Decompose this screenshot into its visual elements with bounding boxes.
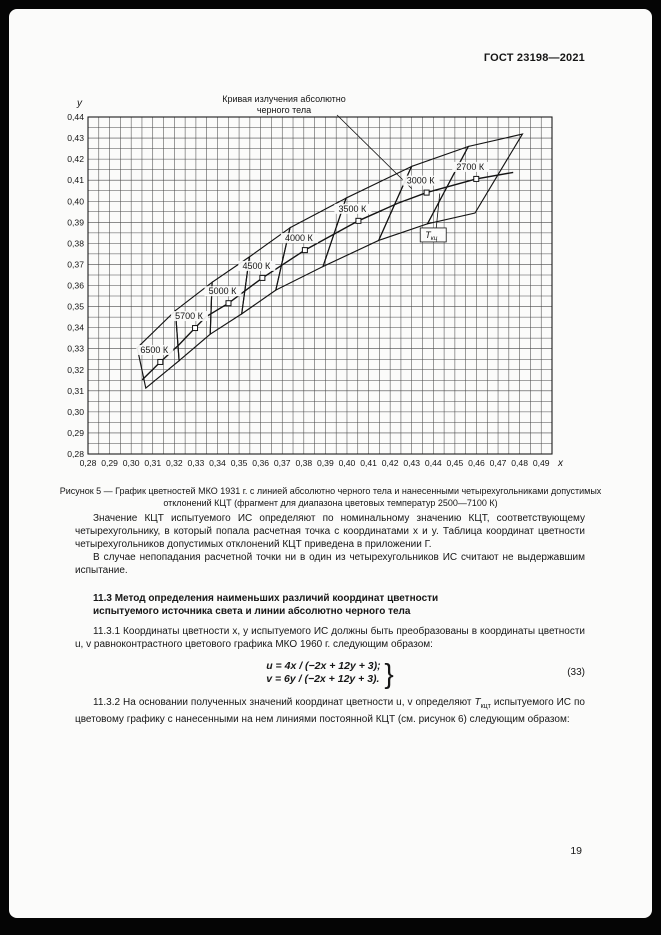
svg-text:y: y	[77, 98, 82, 109]
svg-text:0,41: 0,41	[360, 458, 377, 468]
doc-header: ГОСТ 23198—2021	[483, 52, 585, 64]
paragraph-11-3-2	[75, 696, 585, 726]
figure5-caption: Рисунок 5 — График цветностей МКО 1931 г. с линией абсолютно черного тела и нанесенными четырехугольниками допустимых отклонений КЦТ (фрагмент для диапазона цветовых температур 2500—7100 К)	[59, 486, 602, 508]
document-page	[9, 9, 652, 918]
svg-text:6500 К: 6500 К	[140, 344, 169, 355]
svg-text:0,33: 0,33	[67, 343, 84, 354]
svg-text:0,41: 0,41	[67, 175, 84, 186]
t-subscript: кцт	[480, 703, 491, 710]
svg-text:0,32: 0,32	[165, 458, 183, 468]
svg-text:0,36: 0,36	[252, 458, 270, 468]
svg-text:0,31: 0,31	[144, 458, 162, 468]
svg-text:4000 К: 4000 К	[285, 233, 313, 244]
svg-text:0,29: 0,29	[67, 427, 84, 438]
svg-text:0,36: 0,36	[67, 280, 84, 291]
t-symbol: Т	[474, 697, 481, 708]
figure5-chart	[47, 88, 582, 473]
paragraph-11-3-1: 11.3.1 Координаты цветности x, y испытуемого ИС должны быть преобразованы в координаты цветности u, v равноконтрастного цветового графика МКО 1960 г. следующим образом:	[75, 626, 585, 650]
paragraph-kct-value: Значение КЦТ испытуемого ИС определяют по номинальному значению КЦТ, соответствующему четырехугольнику, в который попала расчетная точка с координатами x и y. Таблица координат цветности четырехугольников допустимых отклонений КЦТ приведена в приложении Г.	[75, 513, 585, 550]
paragraph-text: испытуемого ИС по цветовому графику с нанесенными на нем линиями постоянной КЦТ (см. рисунок 6) следующим образом:	[75, 697, 585, 725]
svg-text:0,38: 0,38	[67, 238, 84, 249]
svg-text:0,32: 0,32	[67, 364, 84, 375]
svg-text:0,35: 0,35	[230, 458, 248, 468]
paragraph-fail-case: В случае непопадания расчетной точки ни в один из четырехугольников ИС считают не выдержавшим испытание.	[75, 552, 585, 576]
svg-text:0,40: 0,40	[67, 196, 84, 207]
svg-text:Кривая излучения абсолютно: Кривая излучения абсолютно	[222, 94, 346, 104]
svg-text:0,30: 0,30	[122, 458, 140, 468]
svg-text:0,31: 0,31	[67, 385, 84, 396]
svg-text:0,37: 0,37	[273, 458, 291, 468]
formula-brace: }	[384, 657, 394, 689]
formula-lines	[266, 660, 380, 686]
svg-text:0,39: 0,39	[317, 458, 334, 468]
svg-text:x: x	[558, 458, 563, 469]
svg-text:0,34: 0,34	[209, 458, 226, 468]
svg-text:0,43: 0,43	[403, 458, 421, 468]
svg-text:0,33: 0,33	[187, 458, 205, 468]
svg-text:3500 К: 3500 К	[338, 203, 367, 214]
svg-text:0,44: 0,44	[424, 458, 442, 468]
svg-text:черного тела: черного тела	[256, 105, 312, 115]
svg-text:0,30: 0,30	[67, 406, 84, 417]
formula-u: u = 4x / (−2x + 12y + 3);	[266, 660, 381, 672]
svg-text:0,37: 0,37	[67, 259, 84, 270]
paragraph-text: 11.3.2 На основании полученных значений координат цветности u, v определяют	[93, 697, 475, 708]
svg-text:0,47: 0,47	[489, 458, 507, 468]
svg-text:0,40: 0,40	[338, 458, 356, 468]
svg-text:0,43: 0,43	[67, 133, 84, 144]
svg-text:0,42: 0,42	[381, 458, 399, 468]
svg-text:5000 К: 5000 К	[208, 286, 237, 297]
svg-text:0,39: 0,39	[67, 217, 84, 228]
svg-text:0,46: 0,46	[468, 458, 485, 468]
svg-text:5700 К: 5700 К	[175, 311, 203, 322]
svg-text:0,38: 0,38	[295, 458, 313, 468]
svg-text:0,34: 0,34	[67, 322, 84, 333]
svg-text:0,28: 0,28	[67, 449, 84, 459]
svg-text:0,45: 0,45	[446, 458, 464, 468]
svg-text:0,48: 0,48	[511, 458, 528, 468]
page-number: 19	[570, 845, 582, 857]
heading-line-1: 11.3 Метод определения наименьших различий координат цветности	[93, 593, 439, 604]
formula-33	[75, 657, 585, 689]
svg-text:0,28: 0,28	[79, 458, 97, 468]
svg-text:0,35: 0,35	[67, 301, 84, 312]
formula-v: v = 6y / (−2x + 12y + 3).	[266, 673, 380, 685]
equation-number: (33)	[567, 667, 585, 678]
svg-text:4500 К: 4500 К	[242, 260, 271, 271]
svg-text:0,42: 0,42	[67, 154, 84, 165]
svg-text:0,29: 0,29	[101, 458, 118, 468]
section-heading-11-3	[75, 592, 585, 618]
svg-text:3000 К: 3000 К	[406, 175, 435, 186]
svg-text:0,44: 0,44	[67, 112, 84, 122]
body-text	[75, 512, 585, 726]
heading-line-2: испытуемого источника света и линии абсолютно черного тела	[93, 606, 411, 617]
svg-text:0,49: 0,49	[532, 458, 550, 468]
svg-text:2700 К: 2700 К	[456, 161, 485, 172]
svg-text:Ткц: $Т_{кц}$	[425, 229, 438, 242]
